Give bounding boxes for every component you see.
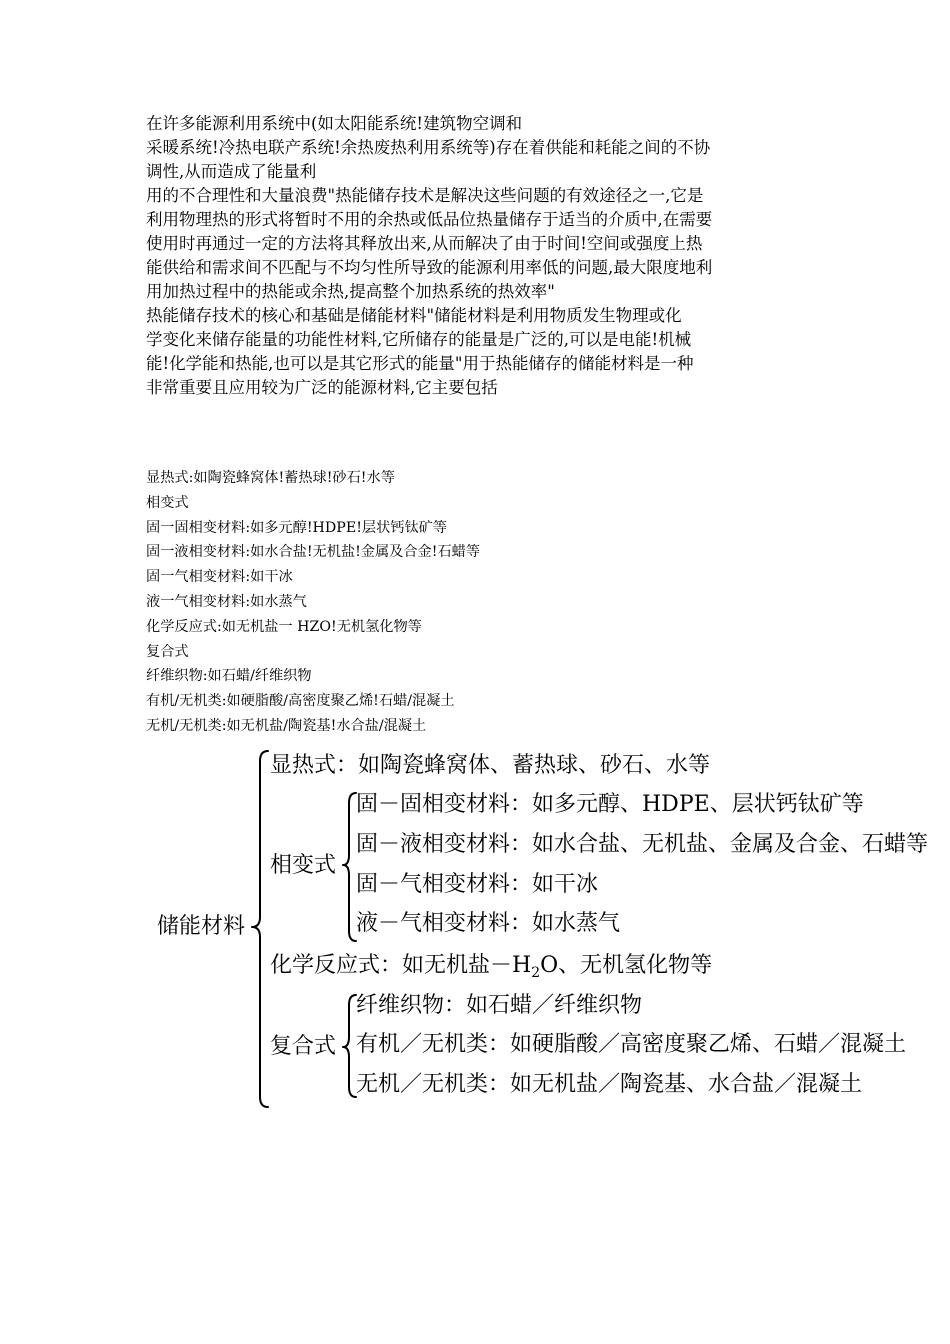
composite-item: 纤维织物：如石蜡／纤维织物 xyxy=(356,993,643,1018)
list-item: 有机/无机类:如硬脂酸/高密度聚乙烯!石蜡/混凝土 xyxy=(146,693,455,710)
phase-change-label: 相变式 xyxy=(270,853,337,878)
paragraph-line: 调性,从而造成了能量利 xyxy=(146,162,317,181)
composite-item: 有机／无机类：如硬脂酸／高密度聚乙烯、石蜡／混凝土 xyxy=(356,1032,907,1057)
paragraph-line: 使用时再通过一定的方法将其释放出来,从而解决了由于时间!空间或强度上热 xyxy=(146,234,703,253)
diagram-root-label: 储能材料 xyxy=(157,914,246,939)
paragraph-line: 能供给和需求间不匹配与不均匀性所导致的能源利用率低的问题,最大限度地利 xyxy=(146,258,713,277)
list-item: 显热式:如陶瓷蜂窝体!蓄热球!砂石!水等 xyxy=(146,470,395,486)
paragraph-line: 用的不合理性和大量浪费"热能储存技术是解决这些问题的有效途径之一,它是 xyxy=(146,186,704,205)
paragraph-line: 利用物理热的形式将暂时不用的余热或低品位热量储存于适当的介质中,在需要 xyxy=(146,210,713,229)
sensible-heat-branch: 显热式：如陶瓷蜂窝体、蓄热球、砂石、水等 xyxy=(270,753,711,778)
phase-item: 液－气相变材料：如水蒸气 xyxy=(356,911,621,936)
list-item: 纤维织物:如石蜡/纤维织物 xyxy=(146,668,312,685)
list-item: 复合式 xyxy=(146,643,189,660)
paragraph-line: 采暖系统!冷热电联产系统!余热废热利用系统等)存在着供能和耗能之间的不协 xyxy=(146,138,711,157)
material-list xyxy=(146,466,480,739)
intro-paragraph xyxy=(146,112,826,400)
phase-item: 固－固相变材料：如多元醇、HDPE、层状钙钛矿等 xyxy=(356,792,864,817)
phase-item: 固－液相变材料：如水合盐、无机盐、金属及合金、石蜡等 xyxy=(356,832,929,857)
phase-brace xyxy=(343,793,356,941)
paragraph-line: 能!化学能和热能,也可以是其它形式的能量"用于热能储存的储能材料是一种 xyxy=(146,354,694,373)
list-item: 固一气相变材料:如干冰 xyxy=(146,569,293,586)
list-item: 液一气相变材料:如水蒸气 xyxy=(146,593,307,610)
main-brace xyxy=(252,751,268,1107)
chem-text-before: 化学反应式：如无机盐－H xyxy=(270,953,532,978)
list-item: 化学反应式:如无机盐一 HZO!无机氢化物等 xyxy=(146,618,422,635)
chemical-reaction-branch xyxy=(270,952,712,987)
paragraph-line: 在许多能源利用系统中(如太阳能系统!建筑物空调和 xyxy=(146,114,523,133)
list-item: 相变式 xyxy=(146,494,189,511)
paragraph-line: 热能储存技术的核心和基础是储能材料"储能材料是利用物质发生物理或化 xyxy=(146,306,682,325)
phase-item: 固－气相变材料：如干冰 xyxy=(356,872,599,897)
list-item: 无机/无机类:如无机盐/陶瓷基!水合盐/混凝土 xyxy=(146,717,427,734)
composite-brace xyxy=(343,995,356,1097)
composite-label: 复合式 xyxy=(270,1034,337,1059)
paragraph-line: 用加热过程中的热能或余热,提高整个加热系统的热效率" xyxy=(146,282,555,301)
list-item: 固一液相变材料:如水合盐!无机盐!金属及合金!石蜡等 xyxy=(146,544,481,561)
paragraph-line: 学变化来储存能量的功能性材料,它所储存的能量是广泛的,可以是电能!机械 xyxy=(146,330,692,349)
classification-diagram xyxy=(0,745,950,1115)
composite-item: 无机／无机类：如无机盐／陶瓷基、水合盐／混凝土 xyxy=(356,1072,863,1097)
list-item: 固一固相变材料:如多元醇!HDPE!层状钙钛矿等 xyxy=(146,519,448,536)
paragraph-line: 非常重要且应用较为广泛的能源材料,它主要包括 xyxy=(146,378,498,397)
chem-subscript: 2 xyxy=(531,965,541,981)
chem-text-after: O、无机氢化物等 xyxy=(540,953,713,978)
